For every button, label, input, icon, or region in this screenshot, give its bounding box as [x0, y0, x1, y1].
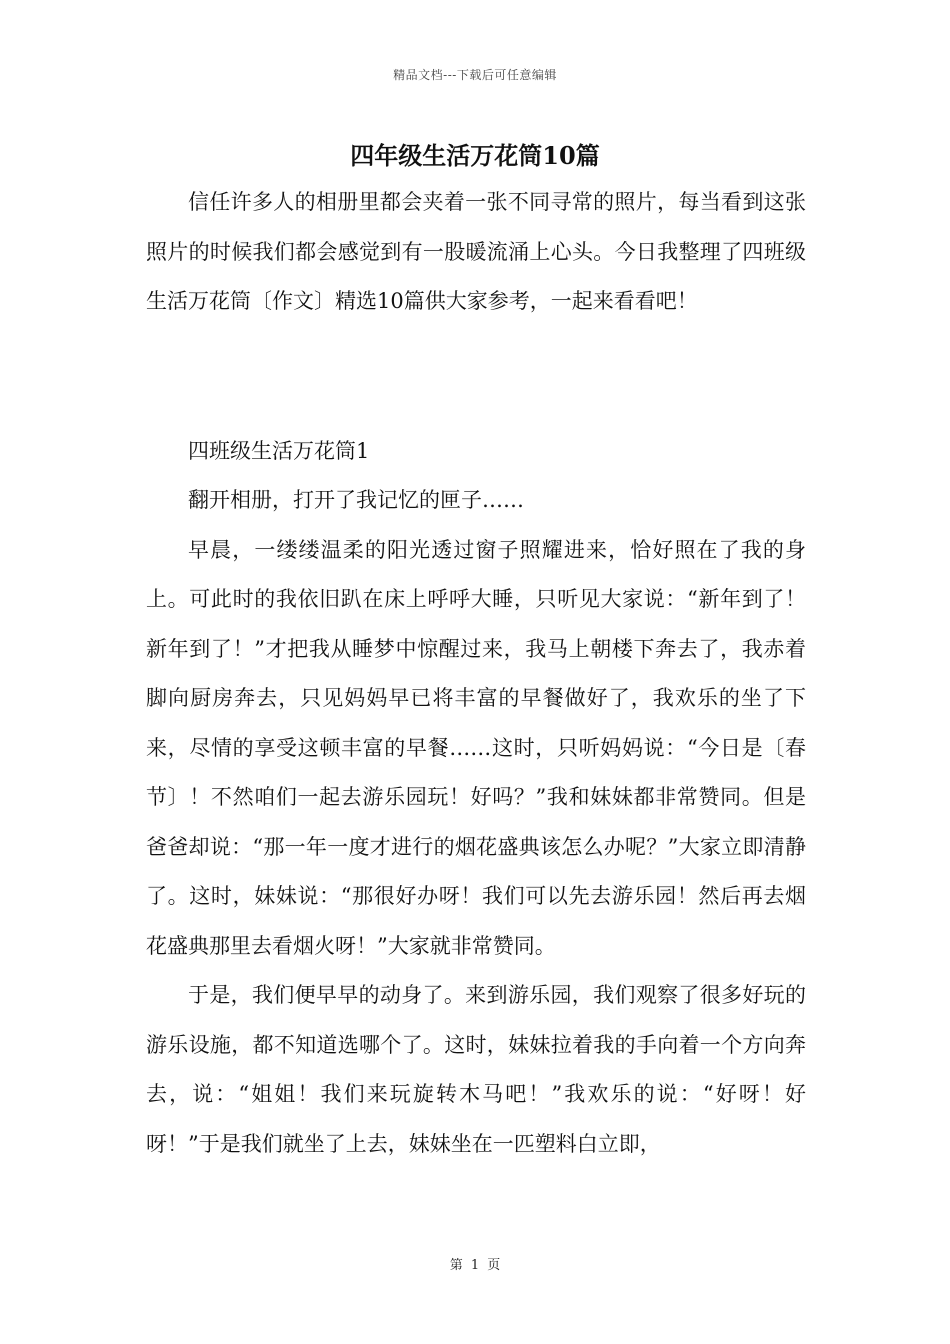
intro-paragraph: [146, 178, 806, 327]
section-heading-block: [146, 427, 806, 477]
essay-paragraph-2: 早晨，一缕缕温柔的阳光透过窗子照耀进来，恰好照在了我的身上。可此时的我依旧趴在床上呼呼大睡，只听见大家说：“新年到了！新年到了！”才把我从睡梦中惊醒过来，我马上朝楼下奔去了，我赤着脚向厨房奔去，只见妈妈早已将丰富的早餐做好了，我欢乐的坐了下来，尽情的享受这顿丰富的早餐……这时，只听妈妈说：“今日是〔春节〕！不然咱们一起去游乐园玩！好吗？”我和妹妹都非常赞同。但是爸爸却说：“那一年一度才进行的烟花盛典该怎么办呢？”大家立即清静了。这时，妹妹说：“那很好办呀！我们可以先去游乐园！然后再去烟花盛典那里去看烟火呀！”大家就非常赞同。: [146, 537, 806, 958]
section-heading: 四班级生活万花筒1: [188, 439, 370, 463]
page-number: 第 1 页: [449, 1258, 501, 1273]
essay-body: [146, 476, 806, 1169]
document-title: 四年级生活万花筒10篇: [350, 141, 600, 170]
page-header: 精品文档---下载后可任意编辑: [393, 68, 557, 82]
essay-paragraph-1: 翻开相册，打开了我记忆的匣子……: [188, 488, 524, 512]
essay-paragraph-3: 于是，我们便早早的动身了。来到游乐园，我们观察了很多好玩的游乐设施，都不知道选哪个了。这时，妹妹拉着我的手向着一个方向奔去，说：“姐姐！我们来玩旋转木马吧！”我欢乐的说：“好呀！好呀！”于是我们就坐了上去，妹妹坐在一匹塑料白立即，: [146, 983, 806, 1156]
intro-text: 信任许多人的相册里都会夹着一张不同寻常的照片，每当看到这张照片的时候我们都会感觉到有一股暖流涌上心头。今日我整理了四班级生活万花筒〔作文〕精选10篇供大家参考，一起来看看吧！: [146, 190, 806, 313]
